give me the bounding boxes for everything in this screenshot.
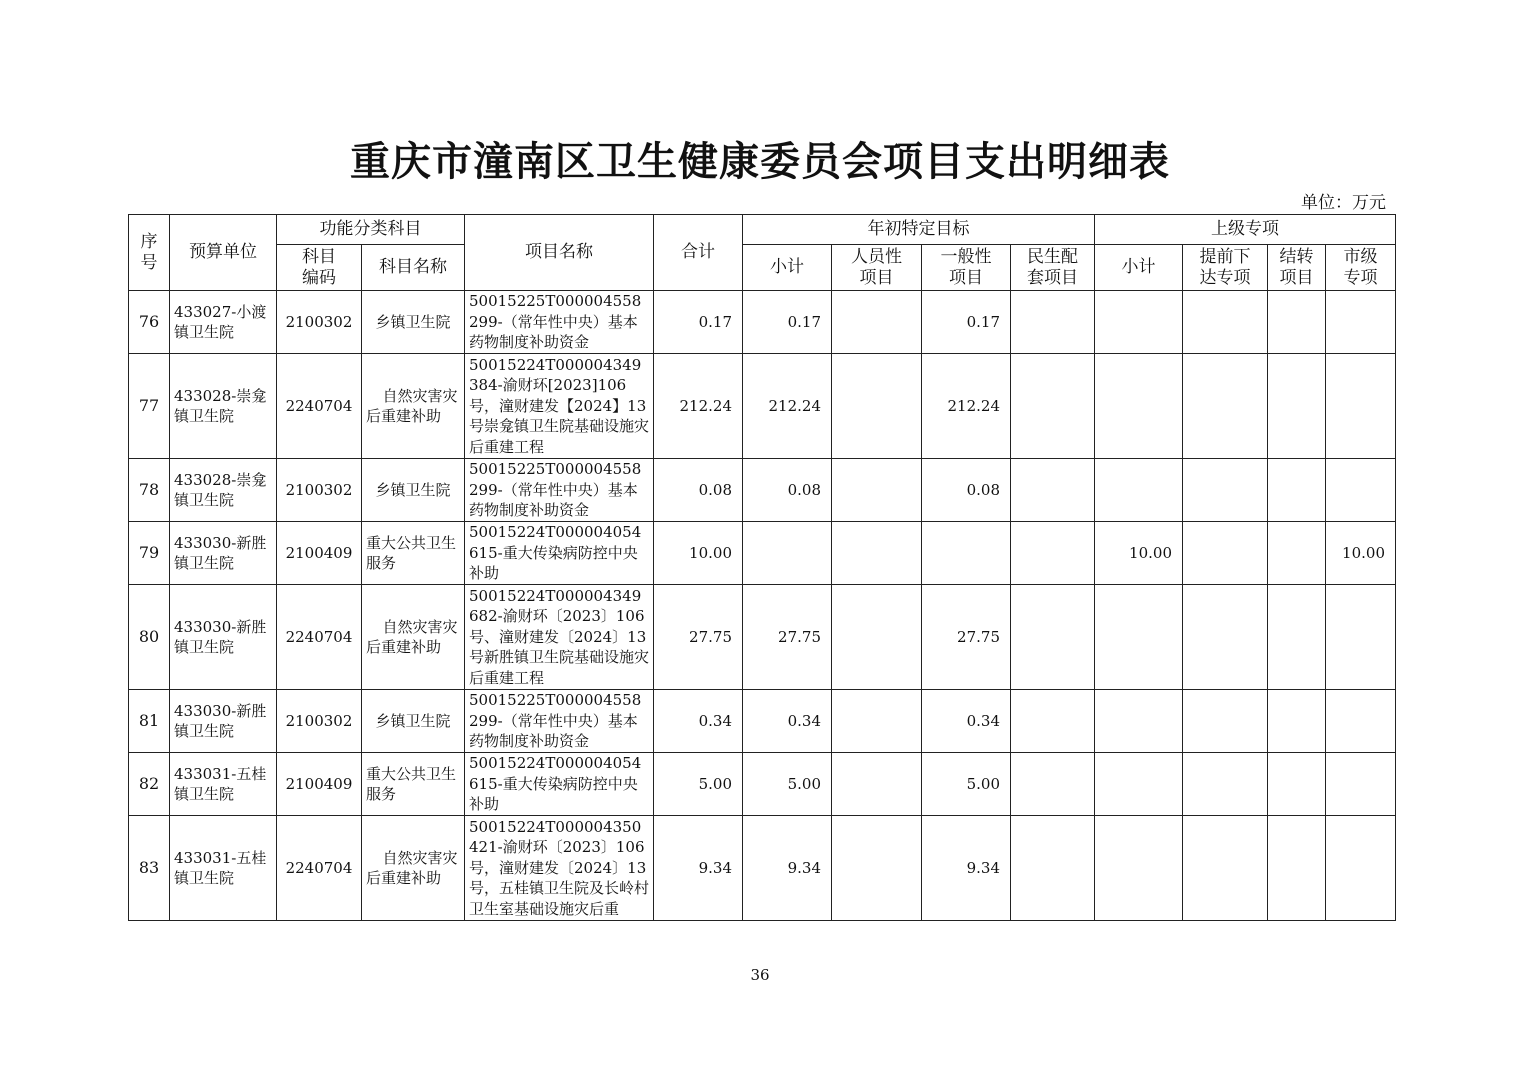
header-subject-name: 科目名称: [362, 245, 465, 291]
table-row: [129, 291, 1396, 354]
cell-subject: 乡镇卫生院: [362, 459, 465, 522]
cell-subject: 自然灾害灾后重建补助: [362, 354, 465, 459]
cell-project: 50015224T000004349682-渝财环〔2023〕106号、潼财建发〔2024〕13号新胜镇卫生院基础设施灾后重建工程: [465, 585, 654, 690]
cell-seq: 83: [129, 816, 170, 921]
cell-general: 27.75: [922, 585, 1011, 690]
header-subtotal: 小计: [743, 245, 832, 291]
header-upper-group: 上级专项: [1095, 215, 1396, 245]
cell-seq: 76: [129, 291, 170, 354]
cell-project: 50015225T000004558299-（常年性中央）基本药物制度补助资金: [465, 459, 654, 522]
cell-carryover: [1268, 816, 1326, 921]
cell-personnel: [832, 522, 922, 585]
cell-livelihood: [1011, 522, 1095, 585]
header-personnel: 人员性项目: [832, 245, 922, 291]
cell-general: [922, 522, 1011, 585]
cell-personnel: [832, 753, 922, 816]
cell-total: 5.00: [654, 753, 743, 816]
cell-unit: 433030-新胜镇卫生院: [170, 522, 277, 585]
cell-livelihood: [1011, 291, 1095, 354]
cell-project: 50015224T000004350421-渝财环〔2023〕106号，潼财建发〔2024〕13号，五桂镇卫生院及长岭村卫生室基础设施灾后重: [465, 816, 654, 921]
cell-livelihood: [1011, 459, 1095, 522]
cell-code: 2100302: [277, 459, 362, 522]
cell-upper-subtotal: [1095, 459, 1183, 522]
cell-unit: 433028-崇龛镇卫生院: [170, 354, 277, 459]
cell-subject: 乡镇卫生院: [362, 690, 465, 753]
header-code: 科目编码: [277, 245, 362, 291]
cell-unit: 433031-五桂镇卫生院: [170, 753, 277, 816]
cell-project: 50015224T000004054615-重大传染病防控中央补助: [465, 522, 654, 585]
table-row: [129, 816, 1396, 921]
page-title: 重庆市潼南区卫生健康委员会项目支出明细表: [350, 138, 1170, 185]
cell-advance: [1183, 354, 1268, 459]
cell-upper-subtotal: [1095, 690, 1183, 753]
cell-subtotal: 5.00: [743, 753, 832, 816]
header-total: 合计: [654, 215, 743, 291]
cell-personnel: [832, 459, 922, 522]
cell-city: [1326, 291, 1396, 354]
cell-code: 2240704: [277, 585, 362, 690]
cell-code: 2100409: [277, 753, 362, 816]
cell-general: 0.17: [922, 291, 1011, 354]
cell-project: 50015224T000004349384-渝财环[2023]106号，潼财建发【2024】13号崇龛镇卫生院基础设施灾后重建工程: [465, 354, 654, 459]
header-project-name: 项目名称: [465, 215, 654, 291]
expenditure-table: [128, 214, 1396, 921]
cell-total: 0.34: [654, 690, 743, 753]
cell-carryover: [1268, 585, 1326, 690]
cell-subject: 重大公共卫生服务: [362, 753, 465, 816]
cell-general: 0.34: [922, 690, 1011, 753]
cell-general: 9.34: [922, 816, 1011, 921]
cell-subtotal: 212.24: [743, 354, 832, 459]
page-number: 36: [750, 966, 770, 984]
cell-subtotal: 0.34: [743, 690, 832, 753]
table-row: [129, 585, 1396, 690]
cell-project: 50015225T000004558299-（常年性中央）基本药物制度补助资金: [465, 690, 654, 753]
cell-city: [1326, 753, 1396, 816]
table-row: [129, 522, 1396, 585]
cell-personnel: [832, 816, 922, 921]
cell-personnel: [832, 291, 922, 354]
cell-livelihood: [1011, 816, 1095, 921]
cell-subject: 自然灾害灾后重建补助: [362, 585, 465, 690]
cell-subject: 乡镇卫生院: [362, 291, 465, 354]
cell-advance: [1183, 585, 1268, 690]
header-livelihood: 民生配套项目: [1011, 245, 1095, 291]
table-body: [129, 291, 1396, 921]
cell-upper-subtotal: [1095, 354, 1183, 459]
cell-city: 10.00: [1326, 522, 1396, 585]
cell-carryover: [1268, 522, 1326, 585]
header-general: 一般性项目: [922, 245, 1011, 291]
cell-total: 9.34: [654, 816, 743, 921]
cell-upper-subtotal: [1095, 291, 1183, 354]
cell-total: 212.24: [654, 354, 743, 459]
cell-carryover: [1268, 459, 1326, 522]
cell-code: 2240704: [277, 354, 362, 459]
cell-upper-subtotal: [1095, 816, 1183, 921]
cell-project: 50015225T000004558299-（常年性中央）基本药物制度补助资金: [465, 291, 654, 354]
cell-total: 10.00: [654, 522, 743, 585]
table-row: [129, 690, 1396, 753]
cell-advance: [1183, 291, 1268, 354]
cell-city: [1326, 690, 1396, 753]
cell-livelihood: [1011, 585, 1095, 690]
cell-advance: [1183, 459, 1268, 522]
cell-city: [1326, 459, 1396, 522]
cell-subtotal: 9.34: [743, 816, 832, 921]
cell-carryover: [1268, 690, 1326, 753]
table-row: [129, 753, 1396, 816]
header-seq: 序号: [129, 215, 170, 291]
cell-advance: [1183, 690, 1268, 753]
cell-general: 0.08: [922, 459, 1011, 522]
cell-advance: [1183, 816, 1268, 921]
cell-personnel: [832, 354, 922, 459]
cell-total: 0.17: [654, 291, 743, 354]
header-carryover: 结转项目: [1268, 245, 1326, 291]
cell-subtotal: 27.75: [743, 585, 832, 690]
cell-code: 2100302: [277, 291, 362, 354]
cell-carryover: [1268, 753, 1326, 816]
cell-city: [1326, 354, 1396, 459]
cell-personnel: [832, 585, 922, 690]
header-city: 市级专项: [1326, 245, 1396, 291]
cell-seq: 81: [129, 690, 170, 753]
cell-carryover: [1268, 291, 1326, 354]
cell-livelihood: [1011, 753, 1095, 816]
cell-upper-subtotal: 10.00: [1095, 522, 1183, 585]
cell-seq: 78: [129, 459, 170, 522]
cell-unit: 433028-崇龛镇卫生院: [170, 459, 277, 522]
cell-seq: 82: [129, 753, 170, 816]
cell-upper-subtotal: [1095, 753, 1183, 816]
table-row: [129, 354, 1396, 459]
header-unit: 预算单位: [170, 215, 277, 291]
cell-upper-subtotal: [1095, 585, 1183, 690]
cell-livelihood: [1011, 690, 1095, 753]
cell-subject: 重大公共卫生服务: [362, 522, 465, 585]
cell-code: 2100302: [277, 690, 362, 753]
header-advance: 提前下达专项: [1183, 245, 1268, 291]
cell-project: 50015224T000004054615-重大传染病防控中央补助: [465, 753, 654, 816]
cell-subtotal: 0.08: [743, 459, 832, 522]
cell-general: 212.24: [922, 354, 1011, 459]
cell-unit: 433030-新胜镇卫生院: [170, 585, 277, 690]
cell-subtotal: 0.17: [743, 291, 832, 354]
cell-general: 5.00: [922, 753, 1011, 816]
cell-code: 2100409: [277, 522, 362, 585]
table-header: [129, 215, 1396, 291]
cell-city: [1326, 585, 1396, 690]
cell-total: 27.75: [654, 585, 743, 690]
table-row: [129, 459, 1396, 522]
header-func-group: 功能分类科目: [277, 215, 465, 245]
cell-total: 0.08: [654, 459, 743, 522]
cell-personnel: [832, 690, 922, 753]
cell-subtotal: [743, 522, 832, 585]
cell-code: 2240704: [277, 816, 362, 921]
cell-unit: 433031-五桂镇卫生院: [170, 816, 277, 921]
cell-subject: 自然灾害灾后重建补助: [362, 816, 465, 921]
header-upper-subtotal: 小计: [1095, 245, 1183, 291]
unit-label: 单位：万元: [1301, 193, 1386, 213]
cell-unit: 433027-小渡镇卫生院: [170, 291, 277, 354]
cell-seq: 80: [129, 585, 170, 690]
cell-seq: 77: [129, 354, 170, 459]
cell-city: [1326, 816, 1396, 921]
cell-advance: [1183, 522, 1268, 585]
cell-livelihood: [1011, 354, 1095, 459]
cell-carryover: [1268, 354, 1326, 459]
header-annual-group: 年初特定目标: [743, 215, 1095, 245]
cell-advance: [1183, 753, 1268, 816]
cell-unit: 433030-新胜镇卫生院: [170, 690, 277, 753]
cell-seq: 79: [129, 522, 170, 585]
